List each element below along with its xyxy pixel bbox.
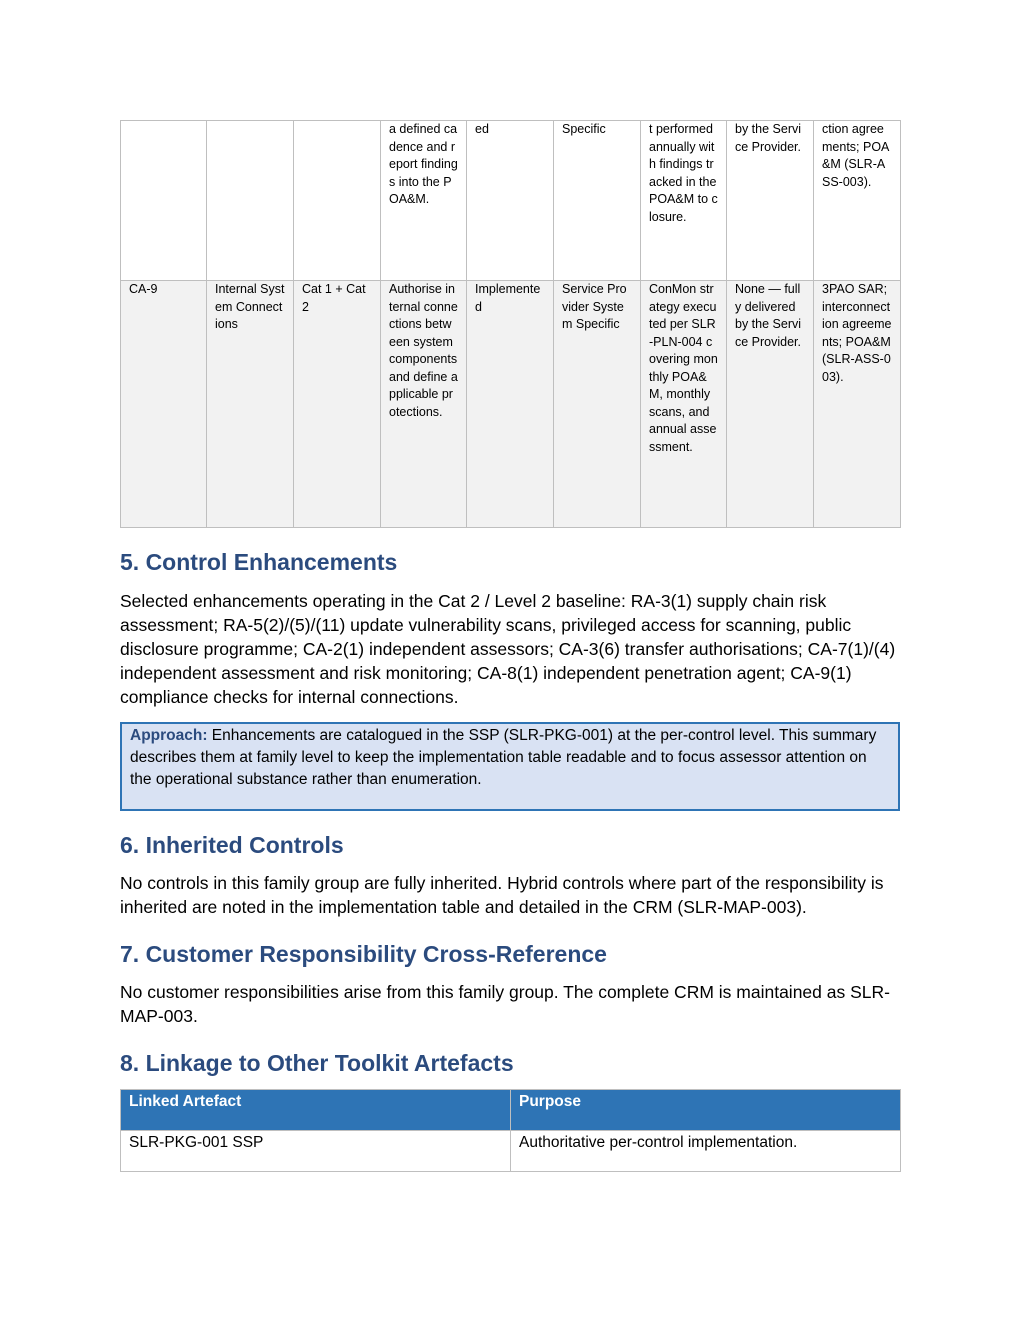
- table-cell: [121, 121, 207, 281]
- section-heading: 6. Inherited Controls: [120, 832, 344, 858]
- table-cell: by the Service Provider.: [727, 121, 814, 281]
- table-cell: t performed annually with findings tracked in the POA&M to closure.: [641, 121, 727, 281]
- table-row: [121, 1131, 901, 1172]
- table-cell: Cat 1 + Cat 2: [294, 281, 381, 528]
- table-row: [121, 281, 901, 528]
- table-cell: Authoritative per-control implementation.: [511, 1131, 901, 1172]
- page-content: [120, 120, 900, 1172]
- linkage-table: [120, 1089, 901, 1172]
- table-cell: Internal System Connections: [207, 281, 294, 528]
- table-cell: CA-9: [121, 281, 207, 528]
- section-heading: 7. Customer Responsibility Cross-Reference: [120, 941, 607, 967]
- callout-text: Enhancements are catalogued in the SSP (SLR-PKG-001) at the per-control level. This summary describes them at family level to keep the implementation table readable and to focus assessor attention on the operational substance rather than enumeration.: [130, 727, 877, 788]
- section-heading: 8. Linkage to Other Toolkit Artefacts: [120, 1050, 514, 1076]
- table-cell: a defined cadence and report findings into the POA&M.: [381, 121, 467, 281]
- column-header: Purpose: [511, 1090, 901, 1131]
- table-cell: [207, 121, 294, 281]
- table-cell: ed: [467, 121, 554, 281]
- section-body: No controls in this family group are fully inherited. Hybrid controls where part of the responsibility is inherited are noted in the implementation table and detailed in the CRM (SLR-MAP-003).: [120, 873, 884, 917]
- table-cell: [294, 121, 381, 281]
- callout-label: Approach:: [130, 727, 208, 744]
- section-body: No customer responsibilities arise from this family group. The complete CRM is maintained as SLR-MAP-003.: [120, 982, 890, 1026]
- table-cell: Implemented: [467, 281, 554, 528]
- approach-callout: [120, 722, 900, 811]
- table-cell: ction agreements; POA&M (SLR-ASS-003).: [814, 121, 901, 281]
- section-heading: 5. Control Enhancements: [120, 549, 398, 575]
- table-cell: Specific: [554, 121, 641, 281]
- table-cell: 3PAO SAR; interconnection agreements; POA&M (SLR-ASS-003).: [814, 281, 901, 528]
- column-header: Linked Artefact: [121, 1090, 511, 1131]
- table-header-row: [121, 1090, 901, 1131]
- table-cell: Service Provider System Specific: [554, 281, 641, 528]
- table-row: [121, 121, 901, 281]
- section-body: Selected enhancements operating in the Cat 2 / Level 2 baseline: RA-3(1) supply chain risk assessment; RA-5(2)/(5)/(11) update vulnerability scans, privileged access for scanning, public disclosure programme; CA-2(1) independent assessors; CA-3(6) transfer authorisations; CA-7(1)/(4) independent assessment and risk monitoring; CA-8(1) independent penetration agent; CA-9(1) compliance checks for internal connections.: [120, 591, 896, 707]
- table-cell: Authorise internal connections between system components and define applicable protections.: [381, 281, 467, 528]
- table-cell: SLR-PKG-001 SSP: [121, 1131, 511, 1172]
- control-implementation-table: [120, 120, 901, 528]
- table-cell: ConMon strategy executed per SLR-PLN-004 covering monthly POA&M, monthly scans, and annual assessment.: [641, 281, 727, 528]
- table-cell: None — fully delivered by the Service Provider.: [727, 281, 814, 528]
